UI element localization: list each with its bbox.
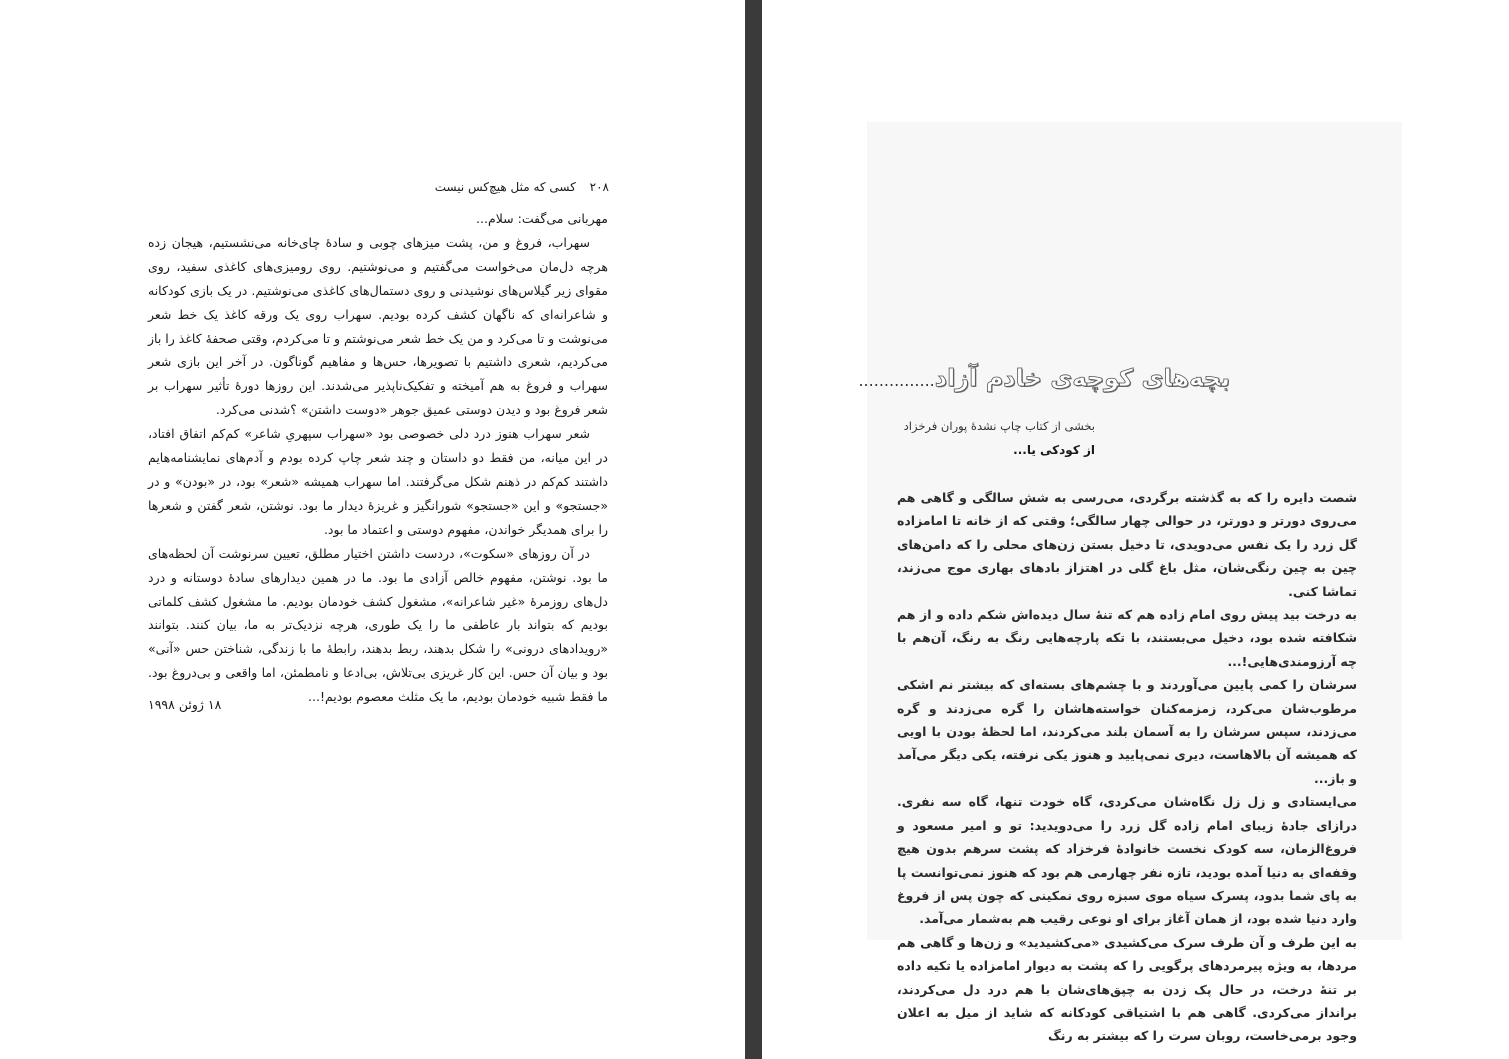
chapter-title-text: بچه‌های کوچه‌ی خادم آزاد <box>934 364 1230 392</box>
running-title: کسی که مثل هیچ‌کس نیست <box>434 180 576 194</box>
paragraph: در آن روزهای «سکوت»، دردست داشتن اختیار مطلق، تعیین سرنوشت آن لحظه‌های ما بود. نوشتن، مفهوم خالص آزادی ما بود. ما در همین دیدارهای سادهٔ دوستانه و درد دل‌های روزمرهٔ «غیر شاعرانه»، مشغول کشف خودمان بودیم. ما مشغول کشف کلماتی بودیم که بتواند بار عاطفی ما را یک طوری، هرچه نزدیک‌تر به ما، بیان کنند. بتوانند «رویدادهای درونی» را شکل بدهند، ربط بدهند، رابطهٔ ما با زندگی، شناختن حس «آنی» بود و بیان آن حس. این کار غریزی بی‌تلاش، بی‌ادعا و نامطمئن، اما واقعی و بی‌دروغ بود. ما فقط شبیه خودمان بودیم، ما یک مثلث معصوم بودیم!... <box>148 545 608 705</box>
paragraph: سهراب، فروغ و من، پشت میزهای چوبی و سادهٔ چای‌خانه می‌نشستیم، هیجان زده هرچه دل‌مان می‌خواست می‌گفتیم و می‌نوشتیم. روی رومیزی‌های کاغذی سفید، روی مقوای زیر گیلاس‌های نوشیدنی و روی دستمال‌های کاغذی می‌نوشتیم. در یک بازی کودکانه و شاعرانه‌ای که ناگهان کشف کرده بودیم. سهراب روی یک ورقه کاغذ یک خط شعر می‌نوشت و تا می‌کرد و من یک خط شعر می‌نوشتم و تا می‌کردم، وقتی صحفهٔ کاغذ را باز می‌کردیم، شعری داشتیم با تصویرها، حس‌ها و مفاهیم گوناگون. در آخر این بازی شعر سهراب و فروغ به هم آمیخته و تفکیک‌ناپذیر می‌شدند. این روزها دورهٔ تأثیر سهراب بر شعر فروغ بود و دیدن دوستی عمیق جوهر «دوست داشتن» ؟شدنی می‌کرد. <box>148 234 608 418</box>
paragraph: مهربانی می‌گفت: سلام... <box>476 211 608 226</box>
page-number: ۲۰۸ <box>589 180 609 194</box>
subtitle: بخشی از کتاب چاپ نشدهٔ پوران فرخزاد <box>903 419 1095 433</box>
paragraph: می‌ایستادی و زل زل نگاه‌شان می‌کردی، گاه خودت تنها، گاه سه نفری. درازای جادهٔ زیبای امام زاده گل زرد را می‌دویدید: تو و امیر مسعود و فروغ‌الزمان، سه کودک نخست خانوادهٔ فرخزاد که پشت سرهم بدون هیچ وقفه‌ای به دنیا آمده بودید، تازه نفر چهارمی هم بود که هنوز نمی‌توانست پا به پای شما بدود، پسرک سیاه موی سبزه روی نمکینی که چون پس از فروغ وارد دنیا شده بود، از همان آغاز برای او نوعی رقیب هم به‌شمار می‌آمد. <box>897 794 1357 927</box>
paragraph: به این طرف و آن طرف سرک می‌کشیدی «می‌کشیدید» و زن‌ها و گاهی هم مردها، به ویژه پیرمردهای پرگویی را که پشت به دیوار امامزاده یا تکیه داده بر تنهٔ درخت، در حال پک زدن به چپق‌های‌شان با هم درد دل می‌کردند، برانداز می‌کردی. گاهی هم با اشتیاقی کودکانه که شاید از میل به اعلان وجود برمی‌خاست، روبان سرت را که بیشتر به رنگ <box>897 934 1357 1044</box>
paragraph: سرشان را کمی پایین می‌آوردند و با چشم‌های بسته‌ای که بیشتر نم اشکی مرطوب‌شان می‌کرد، زمزمه‌کنان خواسته‌هاشان را گره می‌زدند و گره می‌زدند، سپس سرشان را به آسمان بلند می‌کردند، اما لحظهٔ بودن با اویی که همیشه آن بالاهاست، دیری نمی‌پایید و هنوز یکی نرفته، یکی دیگر می‌آمد و باز... <box>897 677 1357 786</box>
paragraph: شعر سهراب هنوز درد دلی خصوصی بود «سهراب سپهریِ شاعر» کم‌کم اتفاق افتاد، در این میانه، من فقط دو داستان و چند شعر چاپ کرده بودم و آدم‌های نمایشنامه‌هایم داشتند کم‌کم در ذهنم شکل می‌گرفتند. اما سهراب همیشه «شعر» بود، در «بودن» و در «جستجو» و این «جستجو» شورانگیز و غریزهٔ دیدار ما بود. نوشتن، شعر گفتن و شعرها را برای همدیگر خواندن، مفهوم دوستی و اعتماد ما بود. <box>148 426 608 537</box>
paragraph: شصت دایره را که به گذشته برگردی، می‌رسی به شش سالگی و گاهی هم می‌روی دورتر و دورتر، در حوالی چهار سالگی؛ وقتی که از خانه تا امامزاده گل زرد را یک نفس می‌دویدی، تا دخیل بستن زن‌های محلی را که دامن‌های چین به چین رنگی‌شان، مثل باغ گلی در اهتزاز بادهای بهاری موج می‌زند، تماشا کنی. <box>897 490 1357 599</box>
right-page-text <box>897 486 1357 1048</box>
date-line: ۱۸ ژوئن ۱۹۹۸ <box>148 697 222 712</box>
book-spine <box>745 0 762 1059</box>
page-header <box>425 180 609 194</box>
paragraph: به درخت بید پیش روی امام زاده هم که تنهٔ سال دیده‌اش شکم داده و از هم شکافته شده بود، دخیل می‌بستند، با تکه پارچه‌هایی رنگ به رنگ، آن‌هم با چه آرزومندی‌هایی!... <box>897 607 1357 669</box>
section-title: از کودکی یا... <box>1013 443 1095 457</box>
chapter-title <box>858 364 1230 392</box>
left-page-text <box>148 207 608 709</box>
title-leader-dots: ............... <box>858 371 935 390</box>
